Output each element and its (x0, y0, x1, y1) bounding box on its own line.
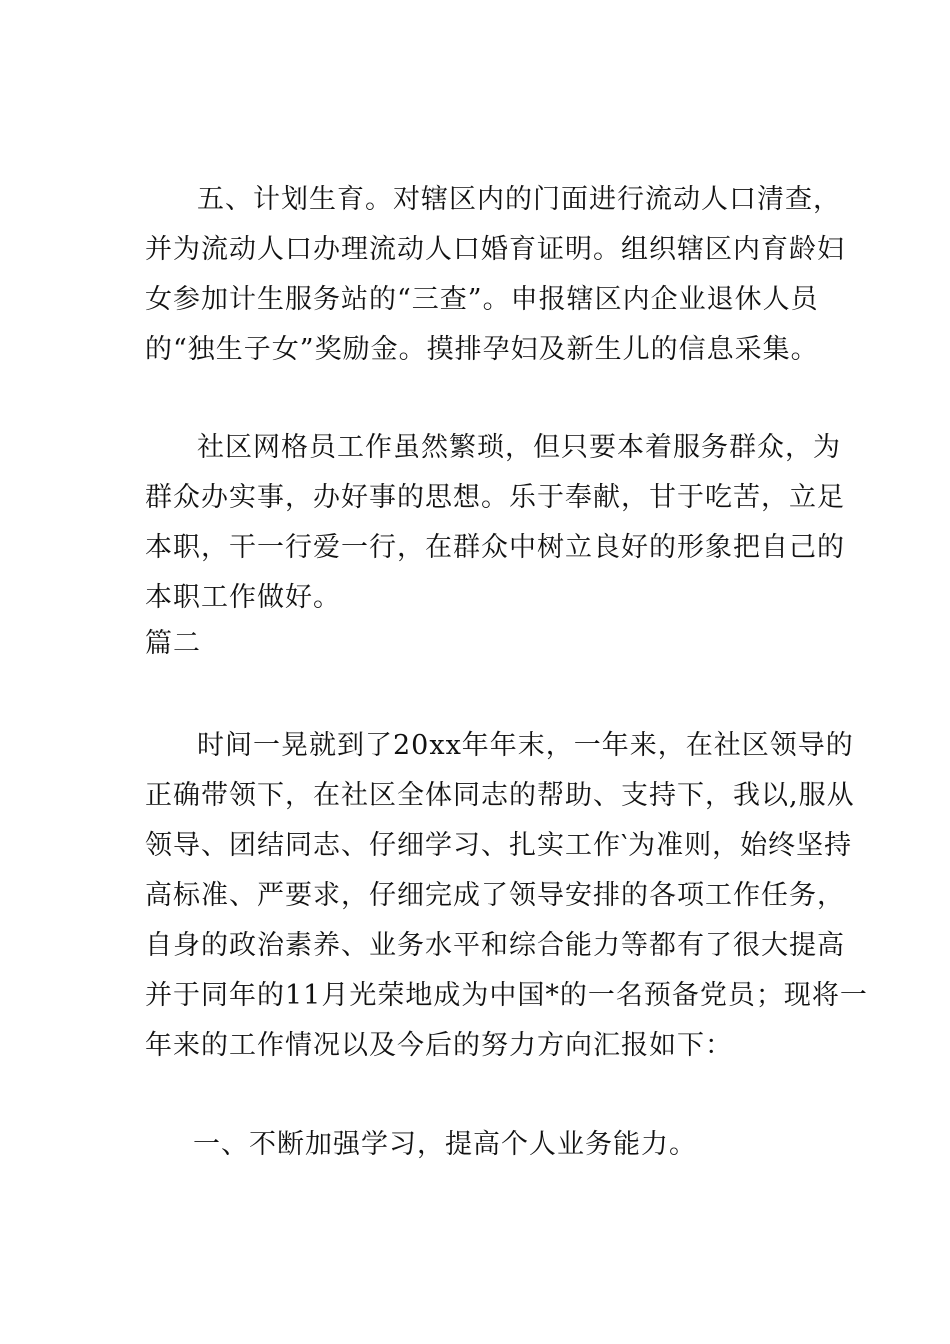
summary-line-3: 本职，干一行爱一行，在群众中树立良好的形象把自己的 (145, 532, 845, 563)
intro-line-1: 时间一晃就到了20xx年年末，一年来，在社区领导的 (197, 730, 854, 761)
summary-line-4: 本职工作做好。 (145, 582, 341, 613)
intro-line-3: 领导、团结同志、仔细学习、扎实工作‵为准则，始终坚持 (145, 830, 853, 861)
subheading: 一、不断加强学习，提高个人业务能力。 (193, 1129, 697, 1160)
summary-line-1: 社区网格员工作虽然繁琐，但只要本着服务群众，为 (197, 432, 841, 463)
summary-line-2: 群众办实事，办好事的思想。乐于奉献，甘于吃苦，立足 (145, 482, 845, 513)
intro-line-7: 年来的工作情况以及今后的努力方向汇报如下： (145, 1030, 733, 1061)
section-title: 篇二 (145, 628, 201, 659)
intro-line-5: 自身的政治素养、业务水平和综合能力等都有了很大提高 (145, 930, 845, 961)
intro-line-6: 并于同年的11月光荣地成为中国*的一名预备党员；现将一 (145, 980, 868, 1011)
paragraph-5-line-4: 的“独生子女”奖励金。摸排孕妇及新生儿的信息采集。 (145, 334, 819, 365)
paragraph-5-line-1: 五、计划生育。对辖区内的门面进行流动人口清查， (197, 184, 841, 215)
intro-line-4: 高标准、严要求，仔细完成了领导安排的各项工作任务， (145, 880, 845, 911)
intro-line-2: 正确带领下，在社区全体同志的帮助、支持下，我以,服从 (145, 780, 855, 811)
paragraph-5-line-2: 并为流动人口办理流动人口婚育证明。组织辖区内育龄妇 (145, 234, 845, 265)
paragraph-5-line-3: 女参加计生服务站的“三查”。申报辖区内企业退休人员 (145, 284, 819, 315)
